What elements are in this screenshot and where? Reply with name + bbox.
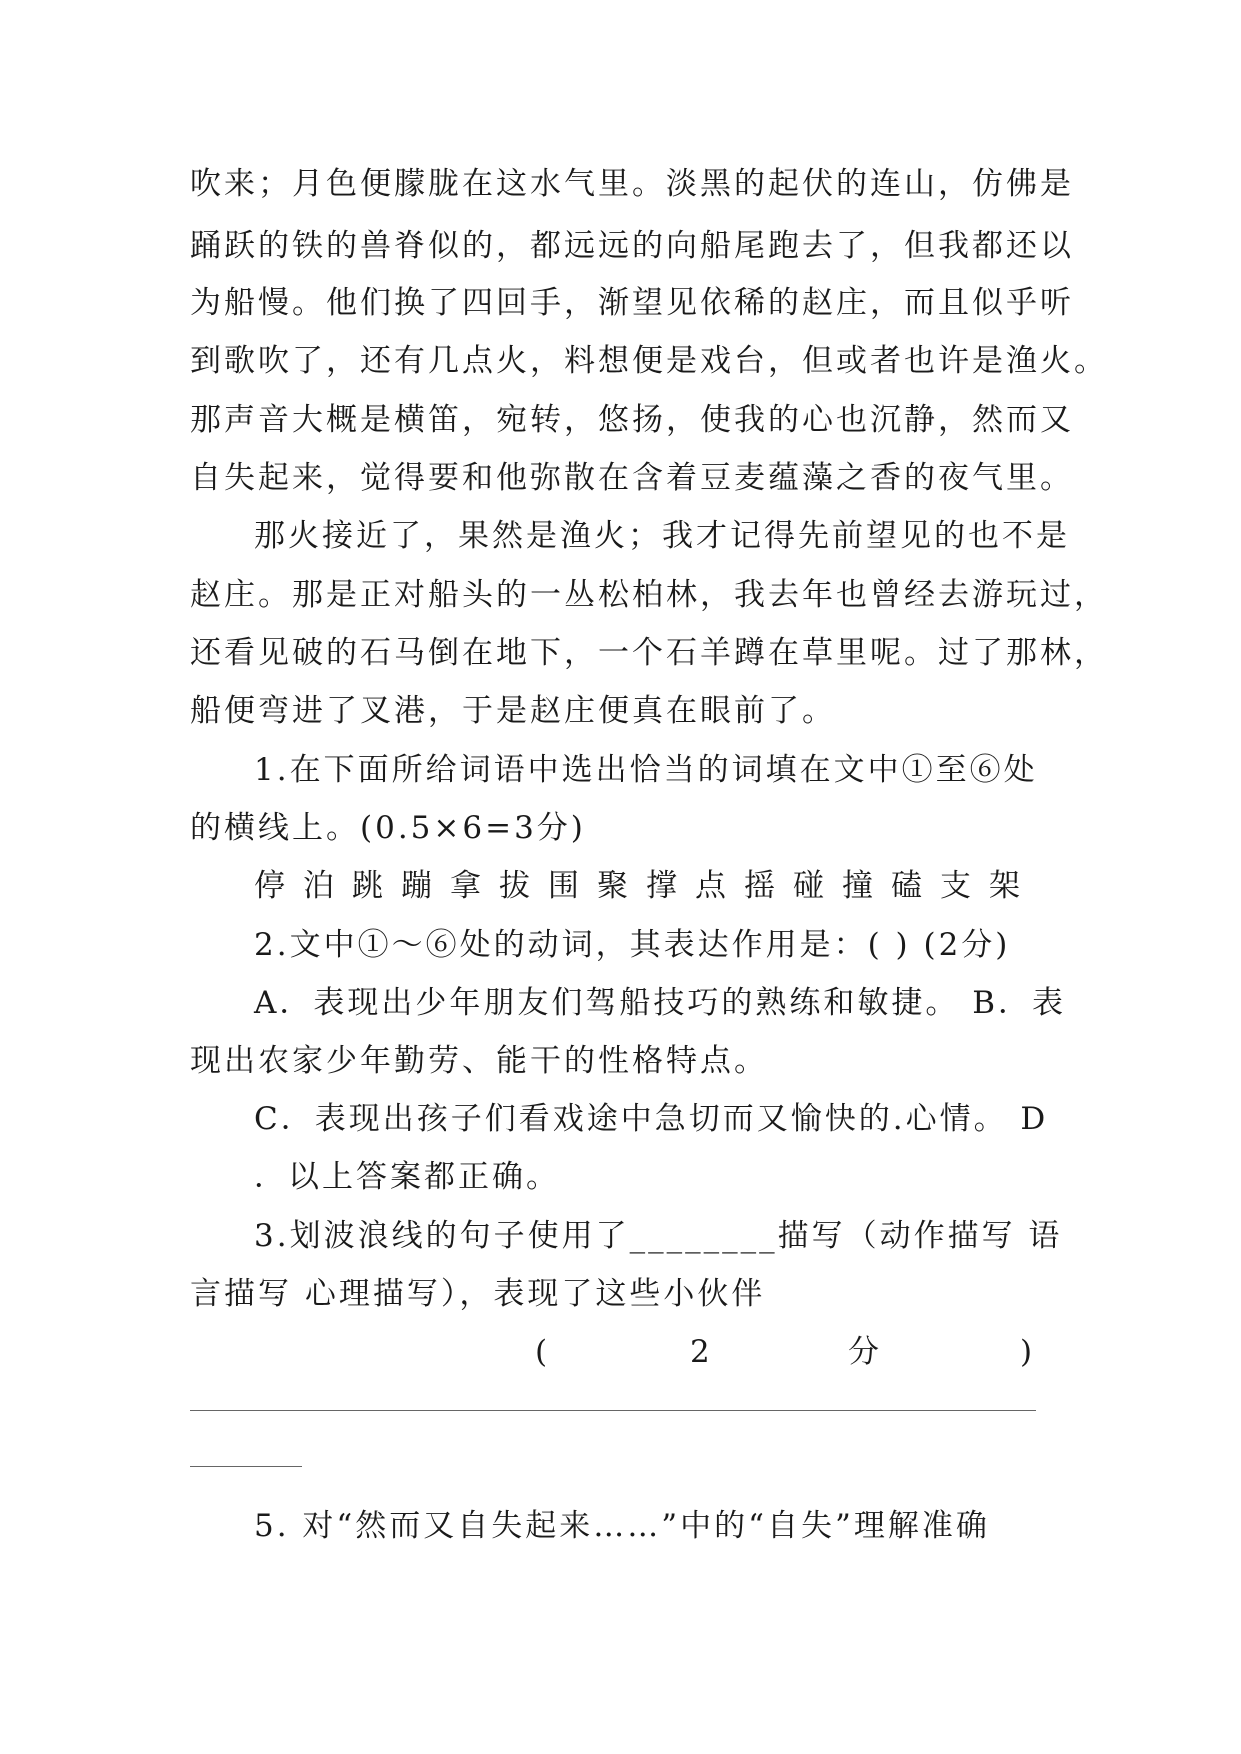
paragraph-line: 船便弯进了叉港，于是赵庄便真在眼前了。 (190, 693, 836, 729)
question-3-text: 3.划波浪线的句子使用了________描写（动作描写 语 (254, 1218, 1063, 1254)
paragraph-line: 那火接近了，果然是渔火；我才记得先前望见的也不是 (254, 518, 1070, 554)
paragraph-line: 自失起来，觉得要和他弥散在含着豆麦蕴藻之香的夜气里。 (190, 460, 1074, 496)
option-c: C．表现出孩子们看戏途中急切而又愉快的.心情。 D (254, 1101, 1049, 1137)
question-3-text: 言描写 心理描写），表现了这些小伙伴 (190, 1276, 766, 1312)
option-b: 现出农家少年勤劳、能干的性格特点。 (190, 1043, 768, 1079)
paragraph-line: 还看见破的石马倒在地下，一个石羊蹲在草里呢。过了那林， (190, 635, 1108, 671)
question-3-score (190, 1332, 1050, 1372)
option-d: ．以上答案都正确。 (254, 1159, 560, 1195)
word-bank: 停泊跳蹦拿拔围聚撑点摇碰撞磕支架 (254, 868, 1038, 904)
paragraph-line: 为船慢。他们换了四回手，渐望见依稀的赵庄，而且似乎听 (190, 285, 1074, 321)
paragraph-line: 吹来；月色便朦胧在这水气里。淡黑的起伏的连山，仿佛是 (190, 166, 1074, 202)
question-1-text: 的横线上。(0.5×6=3分) (190, 810, 586, 846)
question-5-text: 5. 对“然而又自失起来……”中的“自失”理解准确 (254, 1508, 990, 1544)
question-2-text: 2.文中①～⑥处的动词，其表达作用是：( ) (2分) (254, 927, 1011, 963)
option-a: A．表现出少年朋友们驾船技巧的熟练和敏捷。 B．表 (254, 985, 1067, 1021)
paragraph-line: 那声音大概是横笛，宛转，悠扬，使我的心也沉静，然而又 (190, 402, 1074, 438)
paragraph-line: 赵庄。那是正对船头的一丛松柏林，我去年也曾经去游玩过， (190, 577, 1108, 613)
score-unit: 分 (848, 1334, 879, 1370)
answer-line (190, 1410, 1036, 1411)
score-points: 2 (690, 1334, 710, 1370)
score-close-paren: ) (1020, 1334, 1033, 1370)
paragraph-line: 到歌吹了，还有几点火，料想便是戏台，但或者也许是渔火。 (190, 343, 1108, 379)
score-open-paren: ( (535, 1334, 548, 1370)
answer-line (190, 1466, 302, 1467)
question-1-text: 1.在下面所给词语中选出恰当的词填在文中①至⑥处 (254, 752, 1038, 788)
paragraph-line: 踊跃的铁的兽脊似的，都远远的向船尾跑去了，但我都还以 (190, 228, 1074, 264)
